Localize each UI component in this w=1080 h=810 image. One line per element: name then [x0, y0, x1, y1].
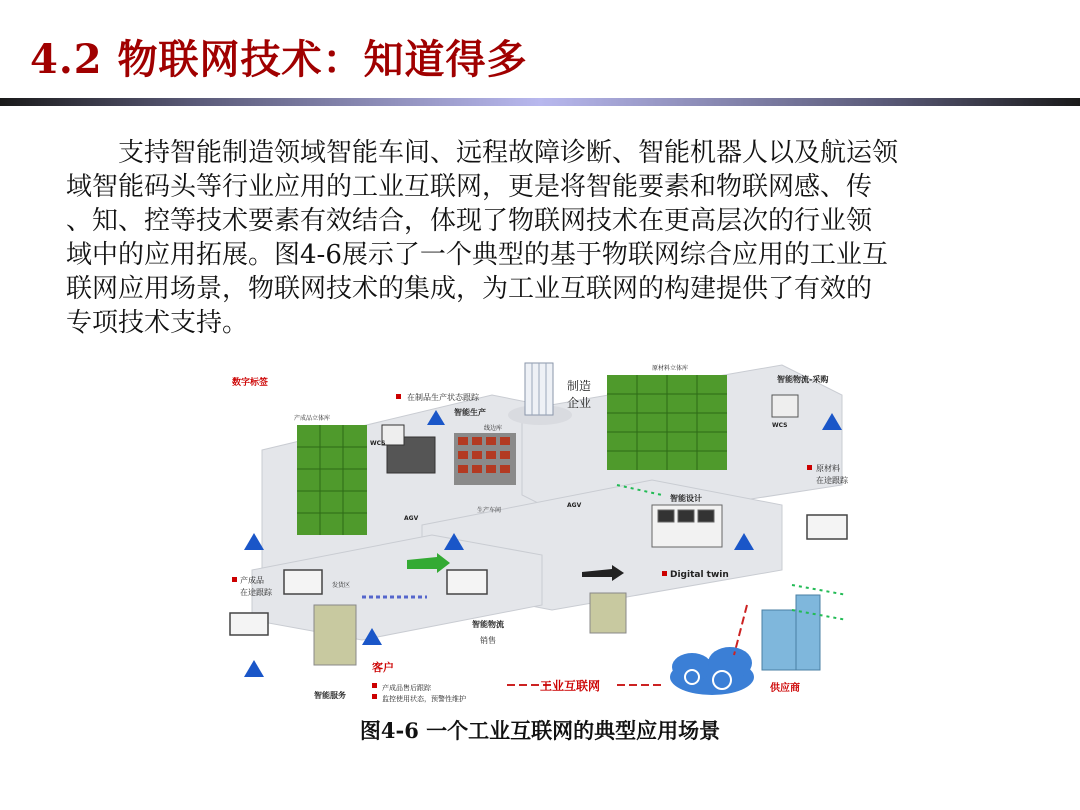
industrial-internet-illustration [222, 355, 862, 710]
paragraph-line: 域中的应用拓展。图4-6展示了一个典型的基于物联网综合应用的工业互 [66, 240, 888, 270]
cloud-icon [670, 647, 754, 695]
after-sales-label: 产成品售后跟踪 [382, 684, 431, 692]
wcs-left-label: WCS [370, 440, 386, 447]
sales-label: 销售 [480, 636, 496, 645]
smart-logistics-purchase-label: 智能物流-采购 [777, 375, 829, 384]
shipping-area-label: 发货区 [332, 582, 351, 589]
paragraph-line: 专项技术支持。 [66, 308, 249, 338]
sales-building [590, 593, 626, 633]
wip-tracking-label: 在制品生产状态跟踪 [407, 393, 479, 402]
line-warehouse-label: 线边库 [484, 425, 503, 432]
digital-twin-label: Digital twin [670, 570, 729, 580]
enterprise-label: 企业 [567, 396, 592, 410]
agv-right-label: AGV [567, 502, 582, 509]
enterprise-building [508, 363, 572, 425]
paragraph-line: 、知、控等技术要素有效结合，体现了物联网技术在更高层次的行业领 [66, 206, 873, 236]
raw-material-label: 原材料 [816, 464, 840, 473]
in-transit-label: 在途跟踪 [816, 476, 848, 485]
customer-label: 客户 [372, 661, 394, 674]
raw-warehouse-label: 原材料立体库 [652, 365, 689, 372]
finished-goods-label: 产成品 [240, 576, 264, 585]
finished-warehouse-label: 产成品立体库 [294, 415, 331, 422]
smart-design-station [652, 505, 722, 547]
slide-title: 4.2 物联网技术：知道得多 [30, 36, 528, 83]
digital-tag-label: 数字标签 [232, 378, 269, 388]
wcs-right-label: WCS [772, 422, 788, 429]
raw-material-rack [607, 375, 727, 470]
smart-logistics-label: 智能物流 [472, 620, 504, 629]
finished-goods-rack [297, 425, 367, 535]
industrial-internet-label: 工业互联网 [540, 679, 601, 693]
paragraph-line: 域智能码头等行业应用的工业互联网，更是将智能要素和物联网感、传 [66, 172, 873, 202]
supplier-building [762, 595, 820, 670]
monitoring-label: 监控使用状态，预警性维护 [382, 695, 466, 703]
smart-production-label: 智能生产 [454, 408, 486, 417]
paragraph-line: 支持智能制造领域智能车间、远程故障诊断、智能机器人以及航运领 [66, 138, 899, 168]
manufacturing-label: 制造 [567, 379, 592, 393]
paragraph-line: 联网应用场景，物联网技术的集成，为工业互联网的构建提供了有效的 [66, 274, 873, 304]
line-side-warehouse [454, 433, 516, 485]
body-paragraph [66, 136, 1026, 340]
smart-design-label: 智能设计 [670, 494, 702, 503]
customer-building [314, 605, 356, 665]
supplier-label: 供应商 [770, 683, 800, 694]
production-workshop-label: 生产车间 [477, 507, 502, 514]
figure-caption: 图4-6 一个工业互联网的典型应用场景 [359, 718, 721, 743]
finished-in-transit-label: 在途跟踪 [240, 588, 272, 597]
title-divider [0, 98, 1080, 106]
wcs-station-right [772, 395, 798, 417]
agv-left-label: AGV [404, 515, 419, 522]
smart-service-label: 智能服务 [314, 691, 346, 700]
